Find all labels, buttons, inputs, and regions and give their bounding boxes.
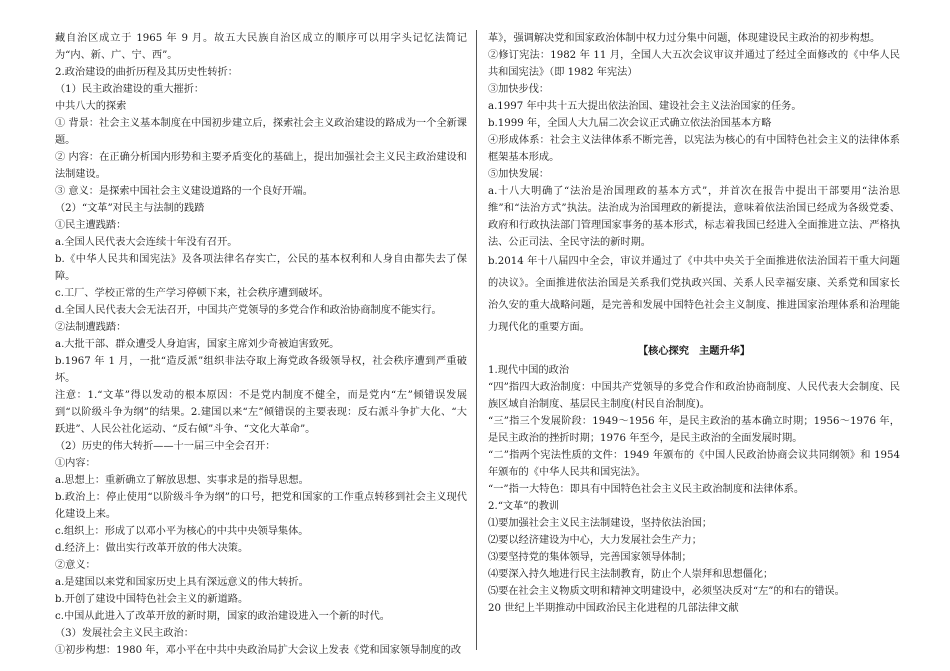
paragraph: “三”指三个发展阶段：1949～1956 年，是民主政治的基本确立时期；1956～1976 年，是民主政治的挫折时期；1976 年至今，是民主政治的全面发展时期。 (488, 416, 900, 444)
paragraph: 20 世纪上半期推动中国政治民主化进程的几部法律文献 (488, 603, 739, 614)
paragraph: b.1999 年，全国人大九届二次会议正式确立依法治国基本方略 (488, 118, 772, 129)
right-column-bottom (488, 362, 900, 617)
paragraph: ② 内容：在正确分析国内形势和主要矛盾变化的基础上，提出加强社会主义民主政治建设和法制建设。 (55, 152, 467, 180)
paragraph: ①内容： (55, 458, 96, 469)
paragraph: a.1997 年中共十五大提出依法治国、建设社会主义法治国家的任务。 (488, 101, 802, 112)
paragraph: 注意：1.“文革”得以发动的根本原因：不是党内制度不健全，而是党内“左”倾错误发展到“以阶级斗争为纲”的结果。2.建国以来“左”倾错误的主要表现：反右派斗争扩大化、“大跃进”、人民公社化运动、“反右倾”斗争、“文化大革命”。 (55, 390, 467, 435)
paragraph: c.组织上：形成了以邓小平为核心的中共中央领导集体。 (55, 526, 309, 537)
paragraph: a.大批干部、群众遭受人身迫害，国家主席刘少奇被迫害致死。 (55, 339, 340, 350)
paragraph: ①初步构想：1980 年，邓小平在中共中央政治局扩大会议上发表《党和国家领导制度的改 (55, 645, 462, 656)
right-column (488, 30, 900, 617)
paragraph: d.全国人民代表大会无法召开，中国共产党领导的多党合作和政治协商制度不能实行。 (55, 305, 442, 316)
paragraph: a.全国人民代表大会连续十年没有召开。 (55, 237, 238, 248)
paragraph: ②法制遭践踏： (55, 322, 127, 333)
paragraph: ⑵要以经济建设为中心，大力发展社会生产力； (488, 535, 702, 546)
paragraph: a.是建国以来党和国家历史上具有深远意义的伟大转折。 (55, 577, 309, 588)
paragraph: （2）历史的伟大转折——十一届三中全会召开： (55, 441, 276, 452)
section-heading: 【核心探究 主题升华】 (637, 345, 751, 357)
paragraph: ①民主遭践踏： (55, 220, 127, 231)
paragraph: “二”指两个宪法性质的文件：1949 年颁布的《中国人民政治协商会议共同纲领》和 1954 年颁布的《中华人民共和国宪法》。 (488, 450, 900, 478)
paragraph: ②修订宪法：1982 年 11 月，全国人大五次会议审议并通过了经过全面修改的《中华人民共和国宪法》（即 1982 年宪法） (488, 50, 900, 78)
paragraph: b.政治上：停止使用“以阶级斗争为纲”的口号，把党和国家的工作重点转移到社会主义现代化建设上来。 (55, 492, 467, 520)
paragraph: ⑤加快发展： (488, 169, 550, 180)
paragraph: 2.“文革”的教训 (488, 501, 560, 512)
left-column (55, 30, 467, 659)
paragraph: （1）民主政治建设的重大摧折： (55, 84, 205, 95)
paragraph: 藏自治区成立于 1965 年 9 月。故五大民族自治区成立的顺序可以用字头记忆法简记为“内、新、广、宁、西”。 (55, 33, 467, 61)
paragraph: ④形成体系：社会主义法律体系不断完善，以宪法为核心的有中国特色社会主义的法律体系框架基本形成。 (488, 135, 900, 163)
paragraph: 1.现代中国的政治 (488, 365, 570, 376)
paragraph: ⑷要深入持久地进行民主法制教育，防止个人崇拜和思想僵化； (488, 569, 774, 580)
paragraph: ②意义： (55, 560, 96, 571)
paragraph: （3）发展社会主义民主政治： (55, 628, 194, 639)
paragraph: “一”指一大特色：即具有中国特色社会主义民主政治制度和法律体系。 (488, 484, 805, 495)
right-column-top (488, 30, 900, 251)
paragraph: ③加快步伐： (488, 84, 550, 95)
paragraph: c.中国从此进入了改革开放的新时期，国家的政治建设进入一个新的时代。 (55, 611, 390, 622)
paragraph: ⑸要在社会主义物质文明和精神文明建设中，必须坚决反对“左”的和右的错误。 (488, 586, 845, 597)
paragraph-fourth-plenum: b.2014 年十八届四中全会，审议并通过了《中共中央关于全面推进依法治国若干重大问题的决议》。全面推进依法治国是关系我们党执政兴国、关系人民幸福安康、关系党和国家长治久安的重大战略问题，是完善和发展中国特色社会主义制度、推进国家治理体系和治理能力现代化的重要方面。 (488, 256, 900, 333)
paragraph: ⑶要坚持党的集体领导，完善国家领导体制； (488, 552, 692, 563)
paragraph: a.十八大明确了“法治是治国理政的基本方式”，并首次在报告中提出干部要用“法治思维”和“法治方式”执法。法治成为治国理政的新提法，意味着依法治国已经成为各级党委、政府和行政执法部门管理国家事务的基本形式，标志着我国已经进入全面推进立法、严格执法、公正司法、全民守法的新时期。 (488, 186, 900, 248)
paragraph: b.《中华人民共和国宪法》及各项法律名存实亡，公民的基本权利和人身自由都失去了保障。 (55, 254, 467, 282)
paragraph: （2）“文革”对民主与法制的践踏 (55, 203, 205, 214)
paragraph: 中共八大的探索 (55, 101, 127, 112)
paragraph: c.工厂、学校正常的生产学习停顿下来，社会秩序遭到破坏。 (55, 288, 329, 299)
paragraph: ③ 意义：是探索中国社会主义建设道路的一个良好开端。 (55, 186, 313, 197)
paragraph: b.1967 年 1 月，一批“造反派”组织非法夺取上海党政各级领导权，社会秩序遭到严重破坏。 (55, 356, 467, 384)
paragraph: a.思想上：重新确立了解放思想、实事求是的指导思想。 (55, 475, 309, 486)
paragraph: “四”指四大政治制度：中国共产党领导的多党合作和政治协商制度、人民代表大会制度、民族区域自治制度、基层民主制度(村民自治制度)。 (488, 382, 900, 410)
paragraph: d.经济上：做出实行改革开放的伟大决策。 (55, 543, 249, 554)
paragraph: 2.政治建设的曲折历程及其历史性转折： (55, 67, 238, 78)
paragraph: ① 背景：社会主义基本制度在中国初步建立后，探索社会主义政治建设的路成为一个全新课题。 (55, 118, 467, 146)
paragraph: ⑴要加强社会主义民主法制建设，坚持依法治国； (488, 518, 713, 529)
column-divider (476, 30, 477, 650)
paragraph: 革》，强调解决党和国家政治体制中权力过分集中问题，体现建设民主政治的初步构想。 (488, 33, 881, 44)
paragraph: b.开创了建设中国特色社会主义的新道路。 (55, 594, 249, 605)
